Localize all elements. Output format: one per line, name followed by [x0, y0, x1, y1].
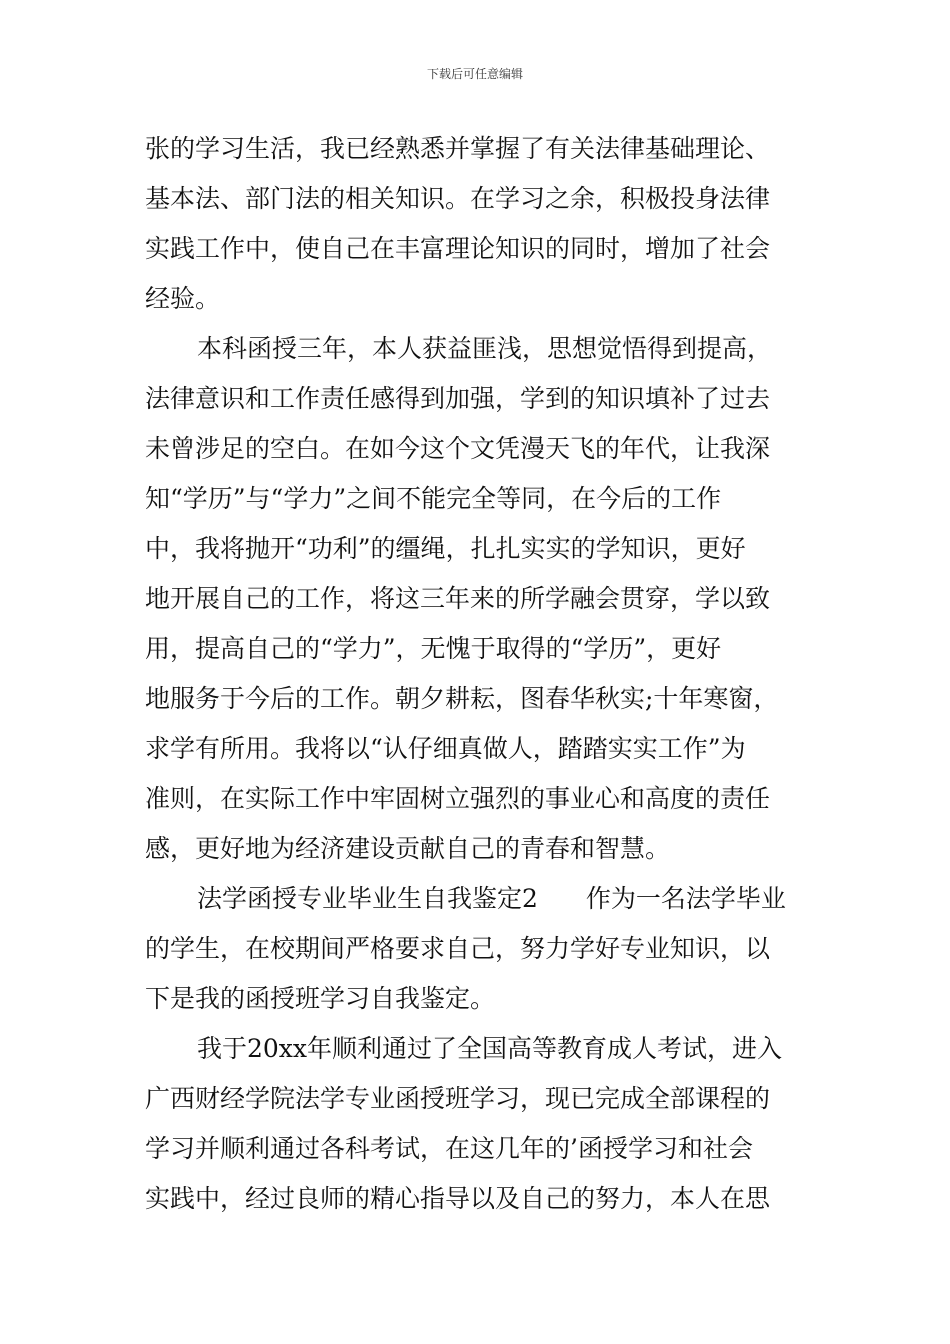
page-header: 下载后可任意编辑: [426, 67, 523, 81]
paragraph-start-line: 我于20xx年顺利通过了全国高等教育成人考试，进入: [197, 1034, 783, 1063]
section-heading: 法学函授专业毕业生自我鉴定2: [197, 884, 538, 913]
text-line: 未曾涉足的空白。在如今这个文凭漫天飞的年代，让我深: [145, 434, 771, 463]
text-line: 知“学历”与“学力”之间不能完全等同，在今后的工作: [145, 484, 722, 513]
section-intro: 作为一名法学毕业: [585, 884, 786, 913]
text-line: 的学生，在校期间严格要求自己，努力学好专业知识，以: [145, 934, 771, 963]
text-line: 中，我将抛开“功利”的缰绳，扎扎实实的学知识，更好: [145, 534, 746, 563]
text-line: 张的学习生活，我已经熟悉并掌握了有关法律基础理论、: [145, 134, 771, 163]
text-line: 地服务于今后的工作。朝夕耕耘，图春华秋实;十年寒窗，: [145, 684, 779, 713]
text-line: 地开展自己的工作，将这三年来的所学融会贯穿，学以致: [145, 584, 771, 613]
text-line: 基本法、部门法的相关知识。在学习之余，积极投身法律: [145, 184, 771, 213]
paragraph-start-line: 本科函授三年，本人获益匪浅，思想觉悟得到提高，: [197, 334, 773, 363]
text-line: 用，提高自己的“学力”，无愧于取得的“学历”，更好: [145, 634, 722, 663]
text-line: 实践工作中，使自己在丰富理论知识的同时，增加了社会: [145, 234, 771, 263]
text-line: 实践中，经过良师的精心指导以及自己的努力，本人在思: [145, 1184, 771, 1213]
body-text: [145, 124, 815, 1224]
text-line: 感，更好地为经济建设贡献自己的青春和智慧。: [145, 834, 671, 863]
text-line: 准则，在实际工作中牢固树立强烈的事业心和高度的责任: [145, 784, 771, 813]
text-line: 求学有所用。我将以“认仔细真做人，踏踏实实工作”为: [145, 734, 746, 763]
section-heading-line: [145, 874, 815, 924]
text-line: 法律意识和工作责任感得到加强，学到的知识填补了过去: [145, 384, 771, 413]
text-line: 下是我的函授班学习自我鉴定。: [145, 984, 496, 1013]
text-line: 学习并顺利通过各科考试，在这几年的’函授学习和社会: [145, 1134, 753, 1163]
text-line: 广西财经学院法学专业函授班学习，现已完成全部课程的: [145, 1084, 771, 1113]
text-line: 经验。: [145, 284, 221, 313]
